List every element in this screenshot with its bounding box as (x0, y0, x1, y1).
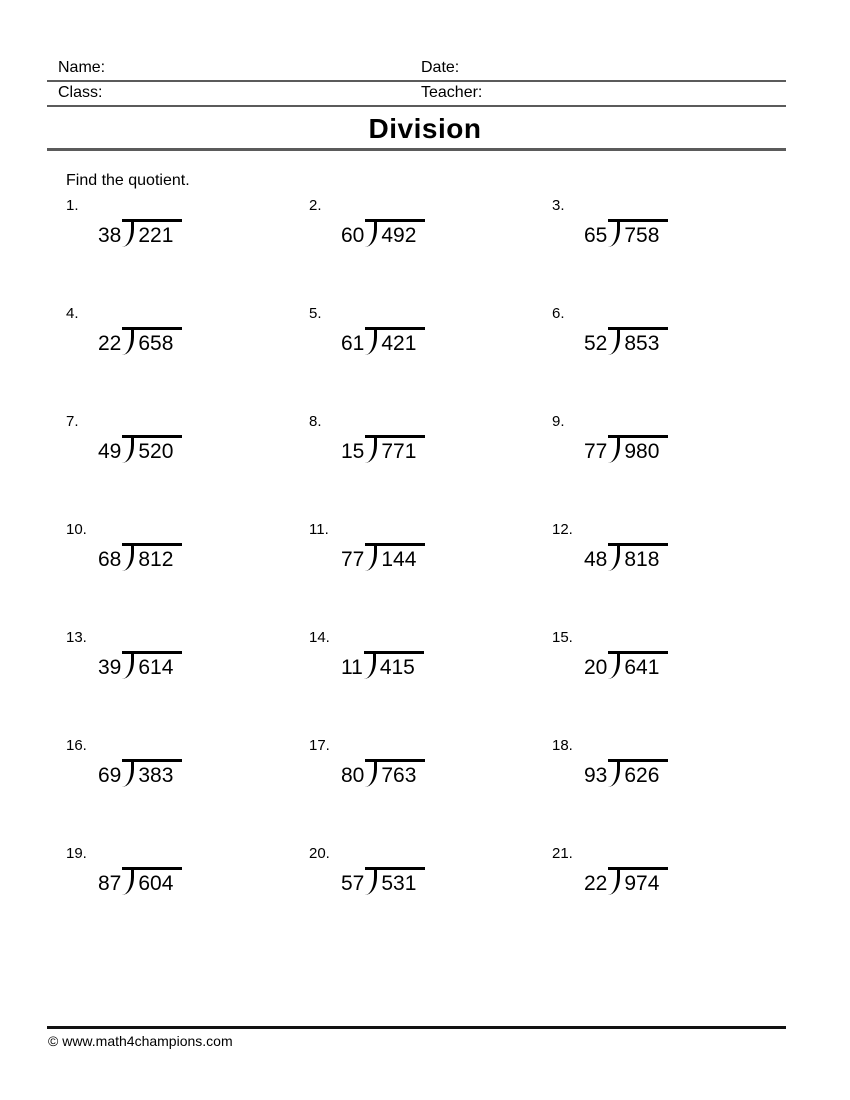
problem-number: 9. (552, 413, 565, 430)
dividend: 626 (624, 764, 660, 787)
long-division-bracket (122, 219, 182, 247)
bracket-curve-icon (122, 438, 134, 463)
bracket-curve-icon (608, 438, 620, 463)
division-problem (64, 737, 307, 845)
long-division-bracket (608, 219, 668, 247)
long-division-bracket (122, 651, 182, 679)
divisor: 77 (584, 440, 608, 463)
division-problem (307, 521, 550, 629)
dividend: 415 (379, 656, 415, 679)
date-label: Date: (421, 59, 460, 76)
division-problem (307, 629, 550, 737)
division-expression (98, 435, 182, 463)
divisor: 52 (584, 332, 608, 355)
dividend: 853 (624, 332, 660, 355)
divisor: 15 (341, 440, 365, 463)
division-expression (341, 759, 425, 787)
divisor: 49 (98, 440, 122, 463)
division-expression (584, 543, 668, 571)
dividend: 221 (138, 224, 174, 247)
dividend: 818 (624, 548, 660, 571)
division-problem (307, 413, 550, 521)
bracket-curve-icon (608, 546, 620, 571)
divisor: 60 (341, 224, 365, 247)
division-problem (550, 413, 793, 521)
long-division-bracket (608, 435, 668, 463)
divisor: 87 (98, 872, 122, 895)
division-problem (307, 197, 550, 305)
division-expression (341, 651, 424, 679)
dividend: 421 (381, 332, 417, 355)
divisor: 93 (584, 764, 608, 787)
division-expression (98, 219, 182, 247)
problem-number: 6. (552, 305, 565, 322)
copyright-text: © www.math4champions.com (48, 1033, 233, 1049)
bracket-curve-icon (608, 222, 620, 247)
long-division-bracket (122, 543, 182, 571)
division-problem (64, 305, 307, 413)
problem-number: 5. (309, 305, 322, 322)
long-division-bracket (122, 327, 182, 355)
division-expression (584, 759, 668, 787)
divisor: 11 (341, 656, 363, 679)
division-expression (584, 867, 668, 895)
division-problem (64, 845, 307, 953)
dividend: 812 (138, 548, 174, 571)
dividend: 531 (381, 872, 417, 895)
division-expression (341, 435, 425, 463)
divisor: 80 (341, 764, 365, 787)
bracket-curve-icon (608, 870, 620, 895)
long-division-bracket (608, 327, 668, 355)
division-problem (307, 305, 550, 413)
dividend: 383 (138, 764, 174, 787)
division-problem (64, 413, 307, 521)
long-division-bracket (122, 435, 182, 463)
division-expression (341, 867, 425, 895)
long-division-bracket (364, 651, 424, 679)
bracket-curve-icon (122, 222, 134, 247)
division-problem (550, 629, 793, 737)
divisor: 77 (341, 548, 365, 571)
dividend: 614 (138, 656, 174, 679)
bracket-curve-icon (122, 654, 134, 679)
divisor: 20 (584, 656, 608, 679)
bracket-curve-icon (122, 870, 134, 895)
problem-number: 18. (552, 737, 573, 754)
problem-number: 13. (66, 629, 87, 646)
dividend: 771 (381, 440, 417, 463)
problem-number: 2. (309, 197, 322, 214)
class-label: Class: (58, 84, 103, 101)
divisor: 65 (584, 224, 608, 247)
divisor: 22 (98, 332, 122, 355)
division-expression (584, 651, 668, 679)
division-problem (550, 737, 793, 845)
dividend: 763 (381, 764, 417, 787)
bracket-curve-icon (365, 222, 377, 247)
long-division-bracket (608, 759, 668, 787)
problem-number: 14. (309, 629, 330, 646)
problem-number: 10. (66, 521, 87, 538)
dividend: 520 (138, 440, 174, 463)
title-divider (47, 148, 786, 151)
division-expression (584, 219, 668, 247)
long-division-bracket (122, 759, 182, 787)
dividend: 641 (624, 656, 660, 679)
problem-number: 3. (552, 197, 565, 214)
divisor: 38 (98, 224, 122, 247)
division-expression (98, 327, 182, 355)
bracket-curve-icon (608, 654, 620, 679)
bracket-curve-icon (122, 330, 134, 355)
problem-number: 11. (309, 521, 329, 538)
dividend: 658 (138, 332, 174, 355)
divisor: 68 (98, 548, 122, 571)
teacher-label: Teacher: (421, 84, 483, 101)
long-division-bracket (365, 219, 425, 247)
division-problem (550, 845, 793, 953)
division-problem (64, 521, 307, 629)
problem-number: 20. (309, 845, 330, 862)
problem-number: 17. (309, 737, 330, 754)
dividend: 492 (381, 224, 417, 247)
page-title: Division (368, 113, 482, 144)
bracket-curve-icon (122, 546, 134, 571)
problem-number: 4. (66, 305, 79, 322)
division-problem (64, 197, 307, 305)
problem-number: 21. (552, 845, 573, 862)
division-expression (341, 543, 425, 571)
long-division-bracket (365, 759, 425, 787)
problem-number: 8. (309, 413, 322, 430)
division-expression (584, 327, 668, 355)
divisor: 48 (584, 548, 608, 571)
division-expression (98, 543, 182, 571)
bracket-curve-icon (364, 654, 376, 679)
bracket-curve-icon (608, 762, 620, 787)
problem-number: 12. (552, 521, 573, 538)
long-division-bracket (365, 327, 425, 355)
problem-number: 7. (66, 413, 79, 430)
division-expression (98, 651, 182, 679)
bracket-curve-icon (365, 870, 377, 895)
problem-number: 19. (66, 845, 87, 862)
name-date-row (47, 56, 786, 82)
name-label: Name: (58, 59, 106, 76)
division-expression (584, 435, 668, 463)
long-division-bracket (608, 867, 668, 895)
long-division-bracket (608, 543, 668, 571)
division-expression (341, 327, 425, 355)
problem-number: 15. (552, 629, 573, 646)
divisor: 69 (98, 764, 122, 787)
long-division-bracket (122, 867, 182, 895)
divisor: 39 (98, 656, 122, 679)
bracket-curve-icon (122, 762, 134, 787)
bracket-curve-icon (365, 762, 377, 787)
bracket-curve-icon (365, 546, 377, 571)
problems-grid (64, 197, 793, 953)
footer-divider (47, 1026, 786, 1029)
instruction-text: Find the quotient. (66, 172, 190, 189)
class-teacher-row (47, 81, 786, 107)
dividend: 144 (381, 548, 417, 571)
division-problem (550, 521, 793, 629)
division-problem (550, 305, 793, 413)
division-expression (98, 867, 182, 895)
dividend: 974 (624, 872, 660, 895)
dividend: 604 (138, 872, 174, 895)
problem-number: 1. (66, 197, 79, 214)
bracket-curve-icon (365, 330, 377, 355)
dividend: 758 (624, 224, 660, 247)
division-problem (64, 629, 307, 737)
bracket-curve-icon (608, 330, 620, 355)
division-expression (98, 759, 182, 787)
divisor: 22 (584, 872, 608, 895)
bracket-curve-icon (365, 438, 377, 463)
long-division-bracket (608, 651, 668, 679)
division-problem (550, 197, 793, 305)
divisor: 61 (341, 332, 365, 355)
divisor: 57 (341, 872, 365, 895)
long-division-bracket (365, 867, 425, 895)
long-division-bracket (365, 543, 425, 571)
long-division-bracket (365, 435, 425, 463)
dividend: 980 (624, 440, 660, 463)
division-problem (307, 845, 550, 953)
division-expression (341, 219, 425, 247)
division-problem (307, 737, 550, 845)
problem-number: 16. (66, 737, 87, 754)
